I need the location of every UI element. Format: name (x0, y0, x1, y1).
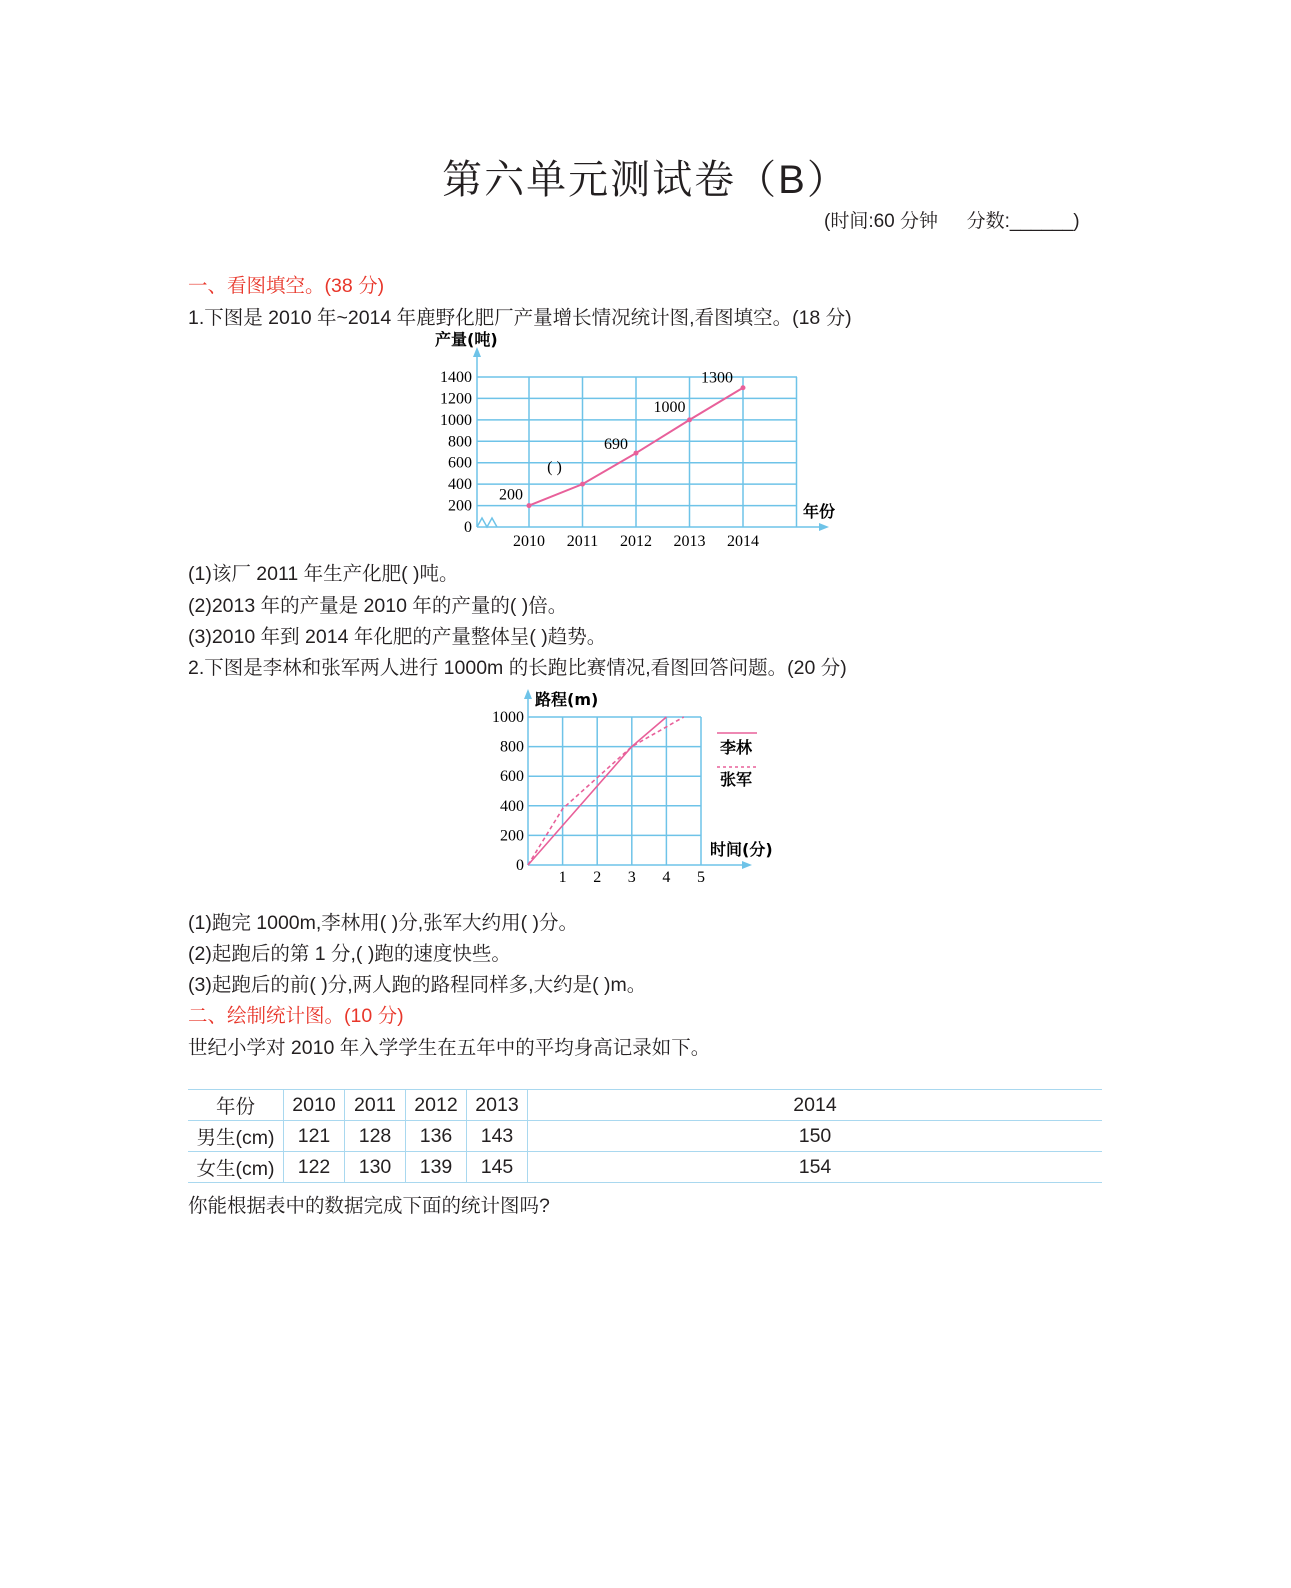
table-row (188, 1121, 1102, 1152)
chart1-xtick-label: 2013 (673, 533, 706, 550)
chart1-x-arrow (819, 523, 829, 531)
chart1-ytick-label: 1400 (440, 369, 472, 386)
chart1-xlabel: 年份 (803, 502, 836, 521)
chart2-xtick-label: 3 (627, 869, 636, 886)
chart2-ytick-label: 800 (500, 738, 524, 756)
q1-item-3: (3)2010 年到 2014 年化肥的产量整体呈( )趋势。 (188, 626, 607, 648)
q1-item-2: (2)2013 年的产量是 2010 年的产量的( )倍。 (188, 595, 568, 617)
table-cell: 154 (528, 1152, 1103, 1183)
chart1-ytick-label: 800 (448, 433, 472, 451)
q2-intro: 2.下图是李林和张军两人进行 1000m 的长跑比赛情况,看图回答问题。(20 分) (188, 657, 847, 679)
chart1-ytick-label: 200 (448, 497, 472, 515)
table-cell: 男生(cm) (188, 1121, 284, 1152)
chart1-xtick-label: 2012 (620, 533, 652, 550)
table-cell: 女生(cm) (188, 1152, 284, 1183)
legend-label-zhangjun: 张军 (720, 770, 753, 789)
chart1-axis-break (477, 518, 497, 527)
table-cell: 145 (467, 1152, 528, 1183)
chart2-legend (717, 733, 757, 789)
chart1-axes (473, 347, 829, 531)
chart2-ytick-label: 1000 (492, 709, 524, 726)
chart1-ytick-label: 400 (448, 476, 472, 494)
chart1-point (687, 417, 692, 422)
q1-intro: 1.下图是 2010 年~2014 年鹿野化肥厂产量增长情况统计图,看图填空。(18 分) (188, 307, 852, 329)
chart1-data-label: 1000 (653, 398, 686, 416)
chart1-point (634, 451, 639, 456)
chart1-data-label: 690 (604, 436, 628, 454)
q2-item-2: (2)起跑后的第 1 分,( )跑的速度快些。 (188, 943, 511, 965)
table-header-row (188, 1090, 1102, 1121)
q1-item-1: (1)该厂 2011 年生产化肥( )吨。 (188, 563, 459, 585)
table-cell: 130 (345, 1152, 406, 1183)
chart1-data-label: ( ) (547, 459, 562, 477)
chart2-y-arrow (524, 689, 532, 699)
chart2-xtick-label: 1 (558, 869, 567, 886)
table-cell: 年份 (188, 1090, 284, 1121)
chart2-xtick-label: 5 (697, 869, 705, 886)
section1-heading: 一、看图填空。(38 分) (188, 275, 385, 297)
table-cell: 2013 (467, 1090, 528, 1121)
page-title: 第六单元测试卷（B） (442, 158, 849, 202)
section2-intro: 世纪小学对 2010 年入学学生在五年中的平均身高记录如下。 (188, 1037, 711, 1059)
table-cell: 121 (284, 1121, 345, 1152)
chart1-xtick-label: 2010 (513, 533, 545, 550)
chart1-data-label: 1300 (701, 369, 733, 387)
table-cell: 2014 (528, 1090, 1103, 1121)
table-cell: 122 (284, 1152, 345, 1183)
chart1-point (741, 385, 746, 390)
table-cell: 139 (406, 1152, 467, 1183)
table-cell: 136 (406, 1121, 467, 1152)
score-field: 分数:______) (966, 211, 1080, 232)
legend-label-lilin: 李林 (720, 738, 753, 757)
chart1-data-label: 200 (499, 486, 523, 504)
section2-question: 你能根据表中的数据完成下面的统计图吗? (188, 1195, 550, 1217)
chart2-x-arrow (742, 861, 752, 869)
chart1-xtick-label: 2014 (727, 533, 759, 550)
chart1-ytick-label: 0 (464, 519, 472, 536)
race-line-chart (480, 685, 790, 890)
chart1-xtick-label: 2011 (566, 533, 599, 550)
q2-item-3: (3)起跑后的前( )分,两人跑的路程同样多,大约是( )m。 (188, 974, 647, 996)
production-line-chart (415, 325, 855, 555)
chart2-ytick-label: 600 (500, 768, 524, 786)
section2-heading: 二、绘制统计图。(10 分) (188, 1005, 404, 1027)
chart1-ylabel: 产量(吨) (435, 330, 498, 349)
chart2-xlabel: 时间(分) (710, 840, 773, 859)
table-cell: 2011 (345, 1090, 406, 1121)
chart2-ytick-label: 400 (500, 797, 524, 815)
exam-meta (824, 206, 1080, 233)
chart2-series-zhangjun (528, 717, 684, 865)
chart2-xtick-label: 4 (662, 869, 671, 886)
table-cell: 2010 (284, 1090, 345, 1121)
chart2-xtick-label: 2 (593, 869, 602, 886)
table-cell: 150 (528, 1121, 1103, 1152)
table-cell: 143 (467, 1121, 528, 1152)
chart1-ytick-label: 1000 (440, 411, 472, 429)
table-cell: 2012 (406, 1090, 467, 1121)
chart1-point (580, 482, 585, 487)
table-cell: 128 (345, 1121, 406, 1152)
chart1-ytick-label: 600 (448, 454, 472, 472)
chart2-ytick-label: 200 (500, 827, 524, 845)
chart2-ytick-label: 0 (516, 857, 524, 874)
table-row (188, 1152, 1102, 1183)
time-limit: (时间:60 分钟 (824, 211, 939, 232)
chart1-ytick-label: 1200 (440, 390, 472, 408)
q2-item-1: (1)跑完 1000m,李林用( )分,张军大约用( )分。 (188, 912, 579, 934)
chart2-ylabel: 路程(m) (535, 690, 599, 709)
chart1-point (527, 503, 532, 508)
height-table (188, 1089, 1102, 1183)
